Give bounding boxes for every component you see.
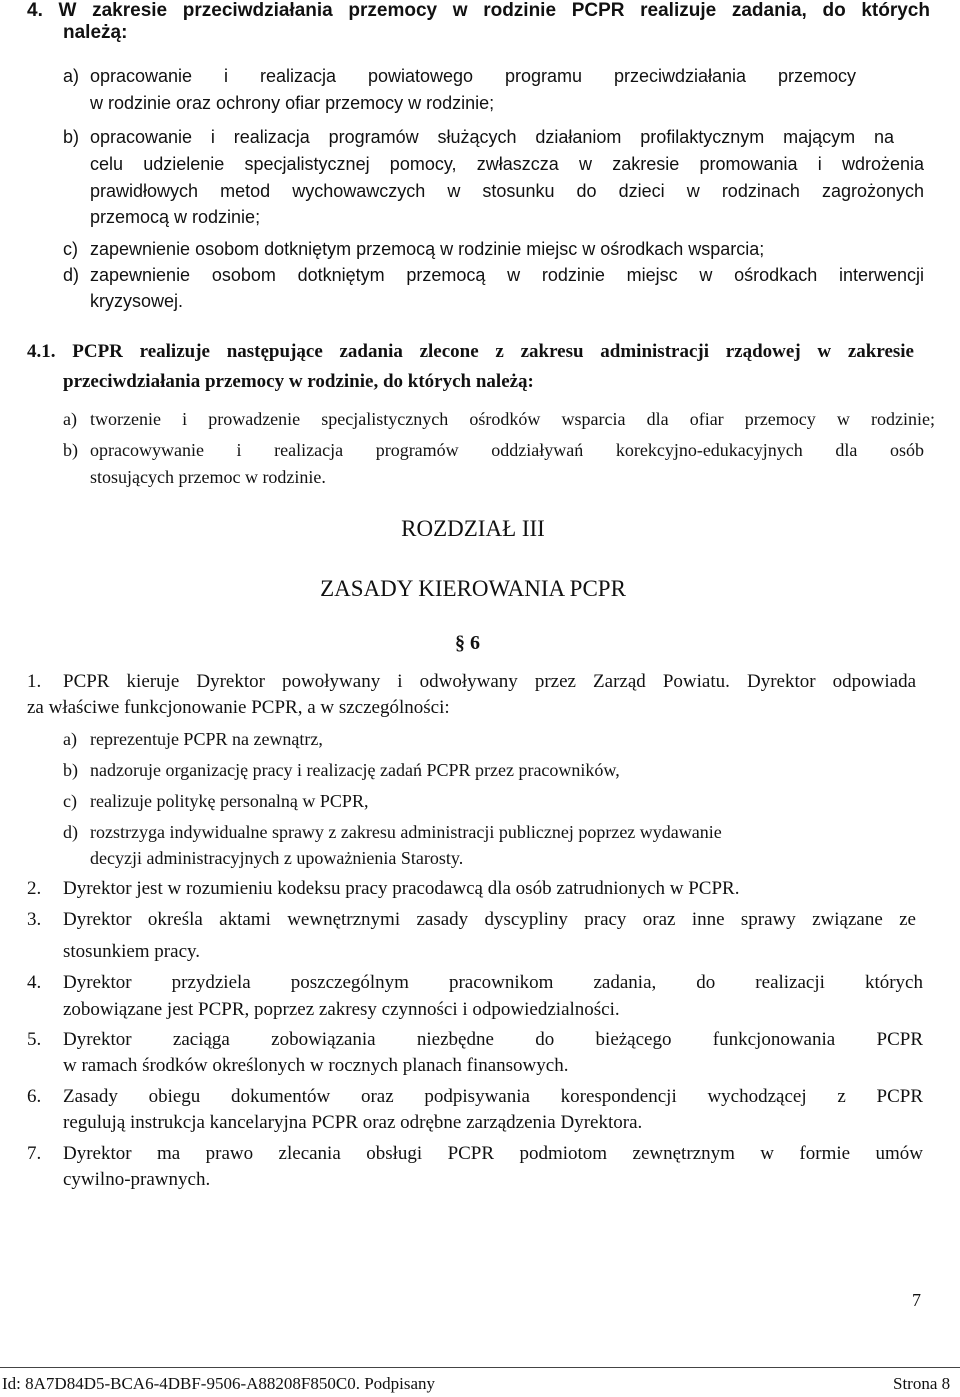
list-item-marker: c) <box>63 239 78 259</box>
list-item: opracowanie i realizacja programów służących działaniom profilaktycznym mającym na <box>90 127 894 147</box>
point-text-cont: cywilno-prawnych. <box>63 1169 211 1190</box>
point-text: Zasady obiegu dokumentów oraz podpisywania korespondencji wychodzącej z PCPR <box>63 1086 923 1107</box>
list-item-marker: b) <box>63 127 80 147</box>
page-number: 7 <box>912 1290 921 1310</box>
list-item-cont: stosujących przemoc w rodzinie. <box>90 467 326 487</box>
point-number: 6. <box>27 1086 42 1107</box>
point-text: PCPR kieruje Dyrektor powoływany i odwoływany przez Zarząd Powiatu. Dyrektor odpowiada <box>63 671 916 692</box>
list-item-cont: kryzysowej. <box>90 291 184 311</box>
point-number: 4. <box>27 972 42 993</box>
footer-page-label: Strona 8 <box>893 1374 951 1393</box>
list-item: tworzenie i prowadzenie specjalistycznych ośrodków wsparcia dla ofiar przemocy w rodzinie; <box>90 409 935 429</box>
list-item: opracowywanie i realizacja programów oddziaływań korekcyjno-edukacyjnych dla osób <box>90 440 924 460</box>
list-item: zapewnienie osobom dotkniętym przemocą w rodzinie miejsc w ośrodkach interwencji <box>90 265 924 285</box>
point-text: Dyrektor zaciąga zobowiązania niezbędne do bieżącego funkcjonowania PCPR <box>63 1029 923 1050</box>
list-item-marker: d) <box>63 265 80 285</box>
list-item-cont: prawidłowych metod wychowawczych w stosunku do dzieci w rodzinach zagrożonych <box>90 181 924 201</box>
point-text: Dyrektor przydziela poszczególnym pracownikom zadania, do realizacji których <box>63 972 923 993</box>
section-4-1-heading: 4.1. PCPR realizuje następujące zadania zlecone z zakresu administracji rządowej w zakresie <box>27 341 914 362</box>
point-number: 2. <box>27 878 42 899</box>
footer-document-id: Id: 8A7D84D5-BCA6-4DBF-9506-A88208F850C0. Podpisany <box>2 1374 436 1393</box>
point-text: Dyrektor ma prawo zlecania obsługi PCPR podmiotom zewnętrznym w formie umów <box>63 1143 923 1164</box>
list-item-marker: a) <box>63 66 80 86</box>
footer-divider <box>0 1367 960 1368</box>
point-text-cont: regulują instrukcja kancelaryjna PCPR oraz odrębne zarządzenia Dyrektora. <box>63 1112 643 1133</box>
list-item-marker: c) <box>63 791 77 811</box>
point-text: Dyrektor jest w rozumieniu kodeksu pracy pracodawcą dla osób zatrudnionych w PCPR. <box>63 878 740 899</box>
chapter-title: ROZDZIAŁ III <box>401 516 545 541</box>
paragraph-symbol: § 6 <box>455 632 480 654</box>
point-text-cont: zobowiązane jest PCPR, poprzez zakresy czynności i odpowiedzialności. <box>63 999 620 1020</box>
section-4-heading: 4. W zakresie przeciwdziałania przemocy w rodzinie PCPR realizuje zadania, do których <box>27 0 930 21</box>
list-item: zapewnienie osobom dotkniętym przemocą w rodzinie miejsc w ośrodkach wsparcia; <box>90 239 765 259</box>
point-number: 3. <box>27 909 42 930</box>
point-number: 1. <box>27 671 42 692</box>
point-text-cont: za właściwe funkcjonowanie PCPR, a w szczególności: <box>27 697 450 718</box>
list-item-cont: w rodzinie oraz ochrony ofiar przemocy w rodzinie; <box>90 93 495 113</box>
point-number: 7. <box>27 1143 42 1164</box>
list-item-marker: d) <box>63 822 78 842</box>
point-text-cont: stosunkiem pracy. <box>63 941 201 962</box>
section-4-1-heading-cont: przeciwdziałania przemocy w rodzinie, do których należą: <box>63 371 534 392</box>
list-item-marker: b) <box>63 440 78 460</box>
list-item: rozstrzyga indywidualne sprawy z zakresu administracji publicznej poprzez wydawanie <box>90 822 722 842</box>
list-item-marker: a) <box>63 409 77 429</box>
point-text-cont: w ramach środków określonych w rocznych planach finansowych. <box>63 1055 569 1076</box>
chapter-subtitle: ZASADY KIEROWANIA PCPR <box>320 576 626 601</box>
list-item-cont: celu udzielenie specjalistycznej pomocy, zwłaszcza w zakresie promowania i wdrożenia <box>90 154 924 174</box>
list-item: reprezentuje PCPR na zewnątrz, <box>90 729 323 749</box>
list-item-cont: decyzji administracyjnych z upoważnienia Starosty. <box>90 848 464 868</box>
list-item: opracowanie i realizacja powiatowego programu przeciwdziałania przemocy <box>90 66 856 86</box>
point-text: Dyrektor określa aktami wewnętrznymi zasady dyscypliny pracy oraz inne sprawy związane ze <box>63 909 916 930</box>
list-item-marker: a) <box>63 729 77 749</box>
section-4-heading-cont: należą: <box>63 22 128 43</box>
list-item: realizuje politykę personalną w PCPR, <box>90 791 369 811</box>
list-item-marker: b) <box>63 760 78 780</box>
list-item-cont: przemocą w rodzinie; <box>90 207 261 227</box>
point-number: 5. <box>27 1029 42 1050</box>
list-item: nadzoruje organizację pracy i realizację zadań PCPR przez pracowników, <box>90 760 620 780</box>
